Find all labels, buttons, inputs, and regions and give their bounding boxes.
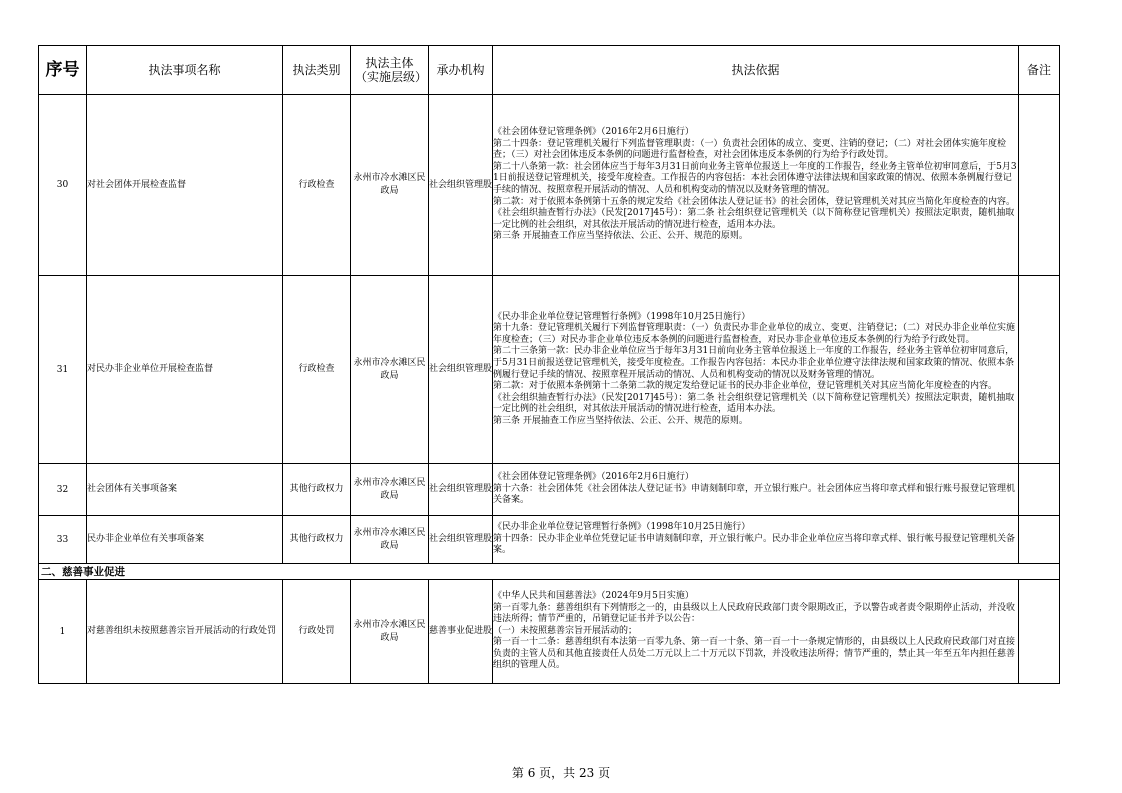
org: 社会组织管理股 bbox=[429, 276, 493, 464]
table-row bbox=[39, 516, 1060, 564]
item-name: 对社会团体开展检查监督 bbox=[87, 95, 283, 276]
basis-line: 第二十八条第一款：社会团体应当于每年3月31日前向业务主管单位报送上一年度的工作报告，经业务主管单位初审同意后，于5月31日前报送登记管理机关，接受年度检查。工作报告的内容包括：本社会团体遵守法律法规和国家政策的情况、依照本条例履行登记手续的情况、按照章程开展活动的情况、人员和机构变动的情况以及财务管理的情况。 bbox=[493, 161, 1017, 195]
item-name: 民办非企业单位有关事项备案 bbox=[87, 516, 283, 564]
basis-line: 第十四条：民办非企业单位凭登记证书申请刻制印章，开立银行帐户。民办非企业单位应当将印章式样、银行帐号报登记管理机关备案。 bbox=[493, 533, 1016, 556]
remark bbox=[1019, 95, 1060, 276]
basis-cell bbox=[493, 276, 1019, 464]
header-subject: 执法主体（实施层级） bbox=[351, 46, 429, 95]
row-number: 32 bbox=[39, 464, 87, 516]
basis-line: 《社会组织抽查暂行办法》（民发[2017]45号）：第二条 社会组织登记管理机关（以下简称登记管理机关）按照法定职责，随机抽取一定比例的社会组织，对其依法开展活动的情况进行检查，适用本办法。 bbox=[493, 392, 1015, 415]
category: 行政处罚 bbox=[283, 580, 351, 684]
section-row bbox=[39, 564, 1060, 580]
basis-line: 第十九条：登记管理机关履行下列监督管理职责：（一）负责民办非企业单位的成立、变更、注销登记；（二）对民办非企业单位实施年度检查；（三）对民办非企业单位违反本条例的问题进行监督检查，对民办非企业单位违反本条例的行为给予行政处罚。 bbox=[493, 323, 1016, 345]
subject: 永州市冷水滩区民政局 bbox=[351, 516, 429, 564]
section-title: 二、慈善事业促进 bbox=[39, 564, 1060, 580]
basis-line: 第三条 开展抽查工作应当坚持依法、公正、公开、规范的原则。 bbox=[493, 231, 748, 242]
item-name: 对慈善组织未按照慈善宗旨开展活动的行政处罚 bbox=[87, 580, 283, 684]
law-enforcement-table bbox=[38, 45, 1060, 684]
basis-line: 《民办非企业单位登记管理暂行条例》（1998年10月25日施行） bbox=[493, 522, 751, 533]
table-row bbox=[39, 95, 1060, 276]
row-number: 31 bbox=[39, 276, 87, 464]
remark bbox=[1019, 516, 1060, 564]
basis-line: 第三条 开展抽查工作应当坚持依法、公正、公开、规范的原则。 bbox=[493, 415, 748, 426]
category: 其他行政权力 bbox=[283, 516, 351, 564]
header-basis: 执法依据 bbox=[493, 46, 1019, 95]
basis-line: （一）未按照慈善宗旨开展活动的； bbox=[493, 625, 638, 636]
header-seq: 序号 bbox=[39, 46, 87, 95]
page-footer: 第 6 页，共 23 页 bbox=[511, 766, 611, 780]
item-name: 对民办非企业单位开展检查监督 bbox=[87, 276, 283, 464]
basis-cell bbox=[493, 580, 1019, 684]
subject: 永州市冷水滩区民政局 bbox=[351, 276, 429, 464]
basis-line: 第二款：对于依照本条例第十二条第二款的规定发给登记证书的民办非企业单位，登记管理机关对其应当简化年度检查的内容。 bbox=[493, 381, 998, 392]
header-item-name: 执法事项名称 bbox=[87, 46, 283, 95]
header-remark: 备注 bbox=[1019, 46, 1060, 95]
row-number: 30 bbox=[39, 95, 87, 276]
basis-cell bbox=[493, 464, 1019, 516]
table-row bbox=[39, 276, 1060, 464]
subject: 永州市冷水滩区民政局 bbox=[351, 95, 429, 276]
basis-line: 《社会团体登记管理条例》（2016年2月6日施行） bbox=[493, 127, 694, 138]
remark bbox=[1019, 464, 1060, 516]
subject: 永州市冷水滩区民政局 bbox=[351, 580, 429, 684]
org: 社会组织管理股 bbox=[429, 464, 493, 516]
org: 社会组织管理股 bbox=[429, 95, 493, 276]
header-category: 执法类别 bbox=[283, 46, 351, 95]
basis-line: 第十六条：社会团体凭《社会团体法人登记证书》申请刻制印章，开立银行账户。社会团体应当将印章式样和银行账号报登记管理机关备案。 bbox=[493, 483, 1016, 506]
table-header-row bbox=[39, 46, 1060, 95]
subject: 永州市冷水滩区民政局 bbox=[351, 464, 429, 516]
basis-line: 第二款：对于依照本条例第十五条的规定发给《社会团体法人登记证书》的社会团体，登记管理机关对其应当简化年度检查的内容。 bbox=[493, 196, 1016, 207]
basis-line: 第二十三条第一款：民办非企业单位应当于每年3月31日前向业务主管单位报送上一年度的工作报告，经业务主管单位初审同意后，于5月31日前报送登记管理机关，接受年度检查。工作报告内容包括：本民办非企业单位遵守法律法规和国家政策的情况、依照本条例履行登记手续的情况、按照章程开展活动的情况、人员和机构变动的情况以及财务管理的情况。 bbox=[493, 346, 1015, 380]
header-org: 承办机构 bbox=[429, 46, 493, 95]
category: 行政检查 bbox=[283, 276, 351, 464]
category: 行政检查 bbox=[283, 95, 351, 276]
table-row bbox=[39, 464, 1060, 516]
basis-cell bbox=[493, 95, 1019, 276]
row-number: 1 bbox=[39, 580, 87, 684]
row-number: 33 bbox=[39, 516, 87, 564]
basis-cell bbox=[493, 516, 1019, 564]
basis-line: 《社会组织抽查暂行办法》（民发[2017]45号）：第二条 社会组织登记管理机关（以下简称登记管理机关）按照法定职责，随机抽取一定比例的社会组织，对其依法开展活动的情况进行检查，适用本办法。 bbox=[493, 208, 1015, 230]
basis-line: 第一百零九条：慈善组织有下列情形之一的，由县级以上人民政府民政部门责令限期改正，予以警告或者责令限期停止活动，并没收违法所得；情节严重的，吊销登记证书并予以公告： bbox=[493, 602, 1016, 625]
category: 其他行政权力 bbox=[283, 464, 351, 516]
remark bbox=[1019, 276, 1060, 464]
org: 社会组织管理股 bbox=[429, 516, 493, 564]
basis-line: 《中华人民共和国慈善法》（2024年9月5日实施） bbox=[493, 590, 694, 601]
basis-line: 第一百一十二条：慈善组织有本法第一百零九条、第一百一十条、第一百一十一条规定情形的，由县级以上人民政府民政部门对直接负责的主管人员和其他直接责任人员处二万元以上二十万元以下罚款，并没收违法所得；情节严重的，禁止其一年至五年内担任慈善组织的管理人员。 bbox=[493, 637, 1016, 671]
basis-line: 第二十四条：登记管理机关履行下列监督管理职责：（一）负责社会团体的成立、变更、注销的登记；（二）对社会团体实施年度检查；（三）对社会团体违反本条例的问题进行监督检查，对社会团体违反本条例的行为给予行政处罚。 bbox=[493, 138, 1007, 161]
basis-line: 《民办非企业单位登记管理暂行条例》（1998年10月25日施行） bbox=[493, 311, 751, 322]
table-row bbox=[39, 580, 1060, 684]
item-name: 社会团体有关事项备案 bbox=[87, 464, 283, 516]
org: 慈善事业促进股 bbox=[429, 580, 493, 684]
basis-line: 《社会团体登记管理条例》（2016年2月6日施行） bbox=[493, 472, 694, 483]
remark bbox=[1019, 580, 1060, 684]
